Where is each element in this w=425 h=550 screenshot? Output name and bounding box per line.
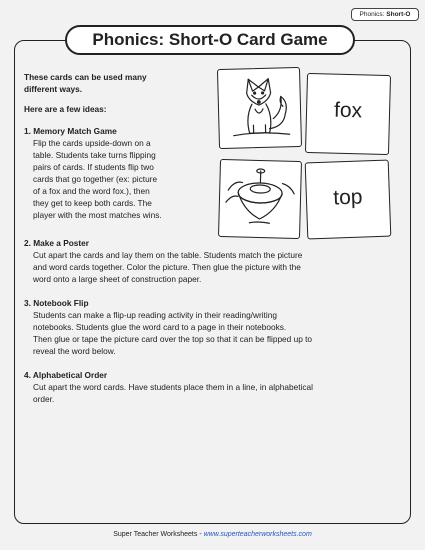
idea-line: player with the most matches wins.: [33, 210, 162, 220]
top-word-card: [305, 160, 392, 240]
idea-line: cards that go together (ex: picture: [33, 174, 158, 184]
idea-line: table. Students take turns flipping: [33, 150, 156, 160]
idea-line: notebooks. Students glue the word card to a page in their notebooks.: [33, 322, 287, 332]
idea-body: [24, 309, 394, 357]
idea-line: they get to keep both cards. The: [33, 198, 152, 208]
fox-word: fox: [333, 98, 363, 123]
idea-title: 4. Alphabetical Order: [24, 370, 108, 380]
idea-line: Then glue or tape the picture card over the top so that it can be flipped up to: [33, 334, 313, 344]
idea-title: 3. Notebook Flip: [24, 298, 89, 308]
fox-word-card: [305, 73, 391, 155]
idea-line: Cut apart the word cards. Have students place them in a line, in alphabetical: [33, 382, 313, 392]
idea-body: [24, 137, 224, 221]
fox-icon: [218, 68, 300, 147]
topic-tag: [351, 8, 419, 21]
idea-notebook-flip: [24, 297, 394, 357]
idea-line: and word cards together. Color the picture. Then glue the picture with the: [33, 262, 301, 272]
footer-url-link[interactable]: www.superteacherworksheets.com: [203, 531, 312, 538]
idea-line: of a fox and the word fox.), then: [33, 186, 150, 196]
page-title: Phonics: Short-O Card Game: [65, 25, 355, 55]
topic-label: Phonics:: [359, 11, 385, 18]
topic-value: Short-O: [386, 11, 411, 18]
idea-title: 2. Make a Poster: [24, 238, 90, 248]
fox-picture-card: [217, 67, 302, 149]
idea-line: order.: [33, 394, 55, 404]
idea-line: pairs of cards. If students flip two: [33, 162, 154, 172]
intro-text: [24, 71, 204, 95]
ideas-heading: Here are a few ideas:: [24, 104, 107, 114]
intro-line-2: different ways.: [24, 84, 83, 94]
idea-body: [24, 249, 394, 285]
idea-memory-match: [24, 125, 224, 221]
top-picture-card: [218, 159, 302, 239]
idea-title: 1. Memory Match Game: [24, 126, 117, 136]
intro-line-1: These cards can be used many: [24, 72, 147, 82]
idea-line: word onto a large sheet of construction paper.: [33, 274, 202, 284]
top-word: top: [332, 185, 363, 210]
idea-body: [24, 381, 394, 405]
page-footer: [0, 531, 425, 538]
idea-line: Flip the cards upside-down on a: [33, 138, 151, 148]
idea-line: Cut apart the cards and lay them on the table. Students match the picture: [33, 250, 303, 260]
spinning-top-icon: [219, 160, 301, 237]
idea-make-poster: [24, 237, 394, 285]
footer-site-name: Super Teacher Worksheets: [113, 531, 198, 538]
idea-line: reveal the word below.: [33, 346, 116, 356]
idea-line: Students can make a flip-up reading activity in their reading/writing: [33, 310, 277, 320]
idea-alphabetical-order: [24, 369, 394, 405]
footer-separator: -: [197, 531, 204, 538]
